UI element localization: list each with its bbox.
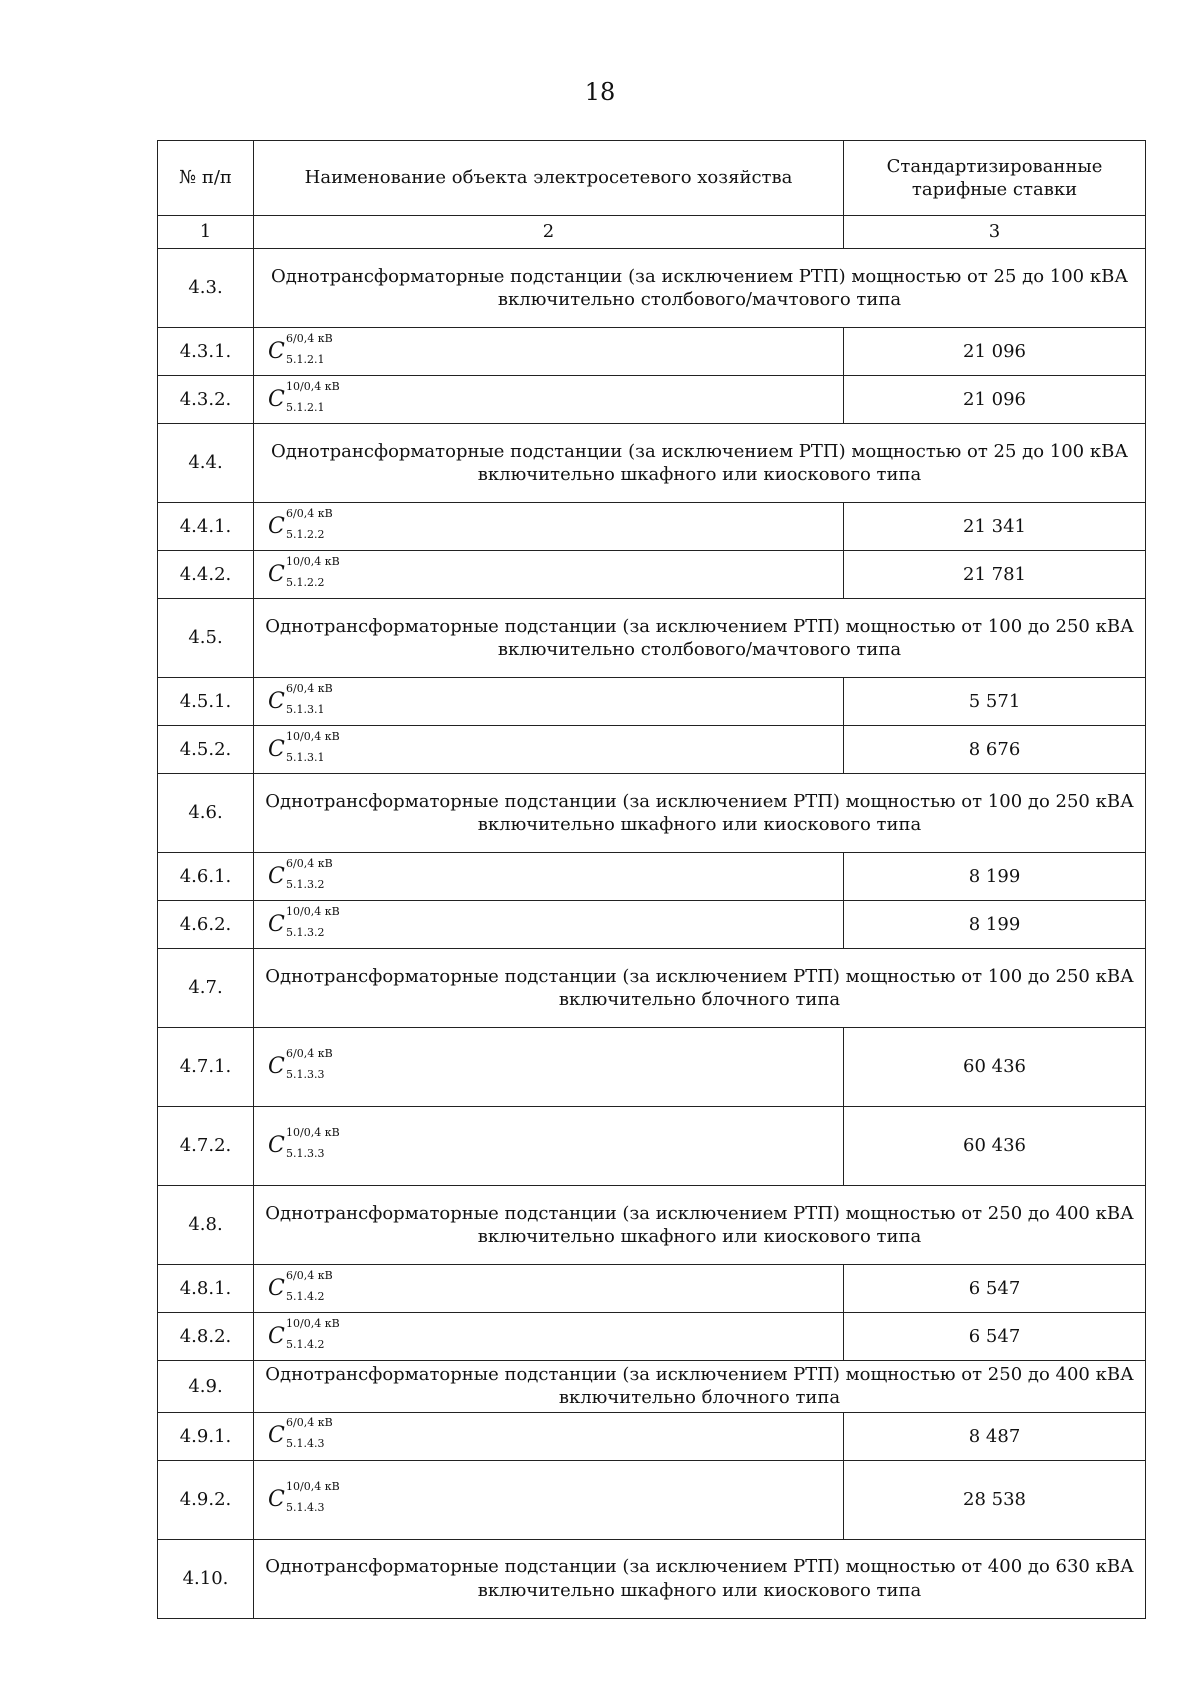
- tariff-table: [157, 140, 1146, 1619]
- item-number: 4.6.2.: [158, 901, 254, 949]
- group-title: Однотрансформаторные подстанции (за исключением РТП) мощностью от 100 до 250 кВА включительно столбового/мачтового типа: [254, 599, 1146, 678]
- tariff-symbol: [268, 856, 345, 891]
- column-index-row: [158, 216, 1146, 249]
- tariff-symbol-cell: [254, 853, 844, 901]
- tariff-code: 5.1.2.2: [286, 575, 325, 589]
- tariff-code: 5.1.2.1: [286, 352, 325, 366]
- tariff-rate: 60 436: [844, 1028, 1146, 1107]
- item-number: 4.7.1.: [158, 1028, 254, 1107]
- table-row: [158, 1412, 1146, 1460]
- tariff-voltage: 6/0,4 кВ: [286, 1416, 333, 1430]
- item-number: 4.4.2.: [158, 551, 254, 599]
- header-rate: Стандартизированные тарифные ставки: [844, 141, 1146, 216]
- group-title: Однотрансформаторные подстанции (за исключением РТП) мощностью от 250 до 400 кВА включительно блочного типа: [254, 1361, 1146, 1413]
- tariff-rate: 6 547: [844, 1313, 1146, 1361]
- group-title: Однотрансформаторные подстанции (за исключением РТП) мощностью от 250 до 400 кВА включительно шкафного или киоскового типа: [254, 1186, 1146, 1265]
- tariff-symbol: [268, 681, 345, 716]
- tariff-symbol-cell: [254, 1265, 844, 1313]
- group-row: [158, 1539, 1146, 1618]
- tariff-rate: 21 096: [844, 376, 1146, 424]
- tariff-symbol-cell: [254, 1313, 844, 1361]
- column-index: 1: [158, 216, 254, 249]
- item-number: 4.4.1.: [158, 503, 254, 551]
- tariff-code: 5.1.3.2: [286, 925, 325, 939]
- group-number: 4.3.: [158, 249, 254, 328]
- item-number: 4.5.2.: [158, 726, 254, 774]
- tariff-symbol: [268, 1047, 345, 1081]
- tariff-symbol-letter: C: [268, 1054, 285, 1079]
- tariff-symbol-cell: [254, 1412, 844, 1460]
- tariff-symbol: [268, 379, 345, 414]
- group-row: [158, 599, 1146, 678]
- tariff-symbol: [268, 331, 345, 366]
- table-row: [158, 1460, 1146, 1539]
- group-title: Однотрансформаторные подстанции (за исключением РТП) мощностью от 25 до 100 кВА включительно столбового/мачтового типа: [254, 249, 1146, 328]
- tariff-symbol: [268, 1416, 345, 1451]
- table-row: [158, 901, 1146, 949]
- tariff-rate: 6 547: [844, 1265, 1146, 1313]
- group-title: Однотрансформаторные подстанции (за исключением РТП) мощностью от 100 до 250 кВА включительно блочного типа: [254, 949, 1146, 1028]
- tariff-symbol: [268, 729, 345, 764]
- group-number: 4.7.: [158, 949, 254, 1028]
- tariff-symbol-letter: C: [268, 1423, 285, 1449]
- tariff-symbol-cell: [254, 376, 844, 424]
- tariff-symbol-cell: [254, 551, 844, 599]
- group-number: 4.6.: [158, 774, 254, 853]
- tariff-symbol: [268, 1316, 345, 1351]
- tariff-symbol-letter: C: [268, 911, 285, 937]
- tariff-symbol-letter: C: [268, 561, 285, 587]
- group-title: Однотрансформаторные подстанции (за исключением РТП) мощностью от 400 до 630 кВА включительно шкафного или киоскового типа: [254, 1539, 1146, 1618]
- tariff-symbol-letter: C: [268, 1323, 285, 1349]
- tariff-voltage: 6/0,4 кВ: [286, 331, 333, 345]
- group-row: [158, 1361, 1146, 1413]
- tariff-rate: 5 571: [844, 678, 1146, 726]
- table-row: [158, 726, 1146, 774]
- table-row: [158, 1265, 1146, 1313]
- item-number: 4.9.1.: [158, 1412, 254, 1460]
- tariff-rate: 21 781: [844, 551, 1146, 599]
- table-row: [158, 328, 1146, 376]
- tariff-rate: 8 487: [844, 1412, 1146, 1460]
- table-row: [158, 678, 1146, 726]
- tariff-code: 5.1.4.2: [286, 1337, 325, 1351]
- tariff-symbol: [268, 506, 345, 541]
- tariff-code: 5.1.3.3: [286, 1068, 325, 1081]
- group-title: Однотрансформаторные подстанции (за исключением РТП) мощностью от 100 до 250 кВА включительно шкафного или киоскового типа: [254, 774, 1146, 853]
- tariff-symbol-letter: C: [268, 386, 285, 412]
- tariff-symbol-letter: C: [268, 338, 285, 364]
- column-index: 2: [254, 216, 844, 249]
- tariff-symbol-cell: [254, 678, 844, 726]
- table-row: [158, 1107, 1146, 1186]
- item-number: 4.8.1.: [158, 1265, 254, 1313]
- header-name: Наименование объекта электросетевого хозяйства: [254, 141, 844, 216]
- tariff-voltage: 6/0,4 кВ: [286, 1047, 333, 1060]
- tariff-symbol-letter: C: [268, 736, 285, 762]
- table-row: [158, 376, 1146, 424]
- tariff-voltage: 10/0,4 кВ: [286, 1316, 340, 1330]
- tariff-symbol-letter: C: [268, 688, 285, 714]
- tariff-voltage: 10/0,4 кВ: [286, 554, 340, 568]
- group-row: [158, 1186, 1146, 1265]
- tariff-symbol: [268, 1126, 345, 1160]
- tariff-symbol: [268, 554, 345, 589]
- tariff-symbol-cell: [254, 328, 844, 376]
- tariff-voltage: 10/0,4 кВ: [286, 729, 340, 743]
- tariff-code: 5.1.4.3: [286, 1437, 325, 1451]
- tariff-symbol: [268, 1479, 345, 1514]
- tariff-symbol-cell: [254, 901, 844, 949]
- tariff-rate: 60 436: [844, 1107, 1146, 1186]
- tariff-voltage: 10/0,4 кВ: [286, 904, 340, 918]
- item-number: 4.3.2.: [158, 376, 254, 424]
- tariff-symbol-cell: [254, 726, 844, 774]
- table-row: [158, 1028, 1146, 1107]
- tariff-voltage: 6/0,4 кВ: [286, 506, 333, 520]
- group-row: [158, 249, 1146, 328]
- item-number: 4.7.2.: [158, 1107, 254, 1186]
- tariff-rate: 8 199: [844, 853, 1146, 901]
- tariff-voltage: 6/0,4 кВ: [286, 856, 333, 870]
- tariff-voltage: 10/0,4 кВ: [286, 1479, 340, 1493]
- tariff-rate: 21 341: [844, 503, 1146, 551]
- tariff-rate: 28 538: [844, 1460, 1146, 1539]
- tariff-symbol-letter: C: [268, 1486, 285, 1512]
- item-number: 4.6.1.: [158, 853, 254, 901]
- table-row: [158, 1313, 1146, 1361]
- table-row: [158, 503, 1146, 551]
- group-number: 4.4.: [158, 424, 254, 503]
- tariff-symbol: [268, 904, 345, 939]
- tariff-symbol-letter: C: [268, 1275, 285, 1301]
- tariff-code: 5.1.2.2: [286, 527, 325, 541]
- group-row: [158, 774, 1146, 853]
- group-number: 4.5.: [158, 599, 254, 678]
- tariff-symbol-letter: C: [268, 513, 285, 539]
- item-number: 4.3.1.: [158, 328, 254, 376]
- table-row: [158, 551, 1146, 599]
- group-title: Однотрансформаторные подстанции (за исключением РТП) мощностью от 25 до 100 кВА включительно шкафного или киоскового типа: [254, 424, 1146, 503]
- page-number: 18: [584, 78, 616, 106]
- item-number: 4.8.2.: [158, 1313, 254, 1361]
- tariff-code: 5.1.3.2: [286, 877, 325, 891]
- table-row: [158, 853, 1146, 901]
- tariff-symbol-letter: C: [268, 1133, 285, 1158]
- tariff-code: 5.1.3.1: [286, 702, 325, 716]
- item-number: 4.5.1.: [158, 678, 254, 726]
- header-number: № п/п: [158, 141, 254, 216]
- tariff-symbol-cell: [254, 1107, 844, 1186]
- table-header-row: [158, 141, 1146, 216]
- group-number: 4.10.: [158, 1539, 254, 1618]
- tariff-voltage: 10/0,4 кВ: [286, 1126, 340, 1139]
- tariff-symbol: [268, 1268, 345, 1303]
- tariff-voltage: 6/0,4 кВ: [286, 681, 333, 695]
- tariff-code: 5.1.4.3: [286, 1500, 325, 1514]
- item-number: 4.9.2.: [158, 1460, 254, 1539]
- group-number: 4.9.: [158, 1361, 254, 1413]
- tariff-code: 5.1.4.2: [286, 1289, 325, 1303]
- tariff-rate: 8 199: [844, 901, 1146, 949]
- group-row: [158, 949, 1146, 1028]
- tariff-symbol-cell: [254, 1028, 844, 1107]
- tariff-voltage: 6/0,4 кВ: [286, 1268, 333, 1282]
- group-number: 4.8.: [158, 1186, 254, 1265]
- group-row: [158, 424, 1146, 503]
- tariff-voltage: 10/0,4 кВ: [286, 379, 340, 393]
- tariff-rate: 8 676: [844, 726, 1146, 774]
- column-index: 3: [844, 216, 1146, 249]
- tariff-rate: 21 096: [844, 328, 1146, 376]
- tariff-symbol-letter: C: [268, 863, 285, 889]
- tariff-code: 5.1.3.1: [286, 750, 325, 764]
- tariff-symbol-cell: [254, 1460, 844, 1539]
- tariff-code: 5.1.2.1: [286, 400, 325, 414]
- tariff-code: 5.1.3.3: [286, 1147, 325, 1160]
- tariff-symbol-cell: [254, 503, 844, 551]
